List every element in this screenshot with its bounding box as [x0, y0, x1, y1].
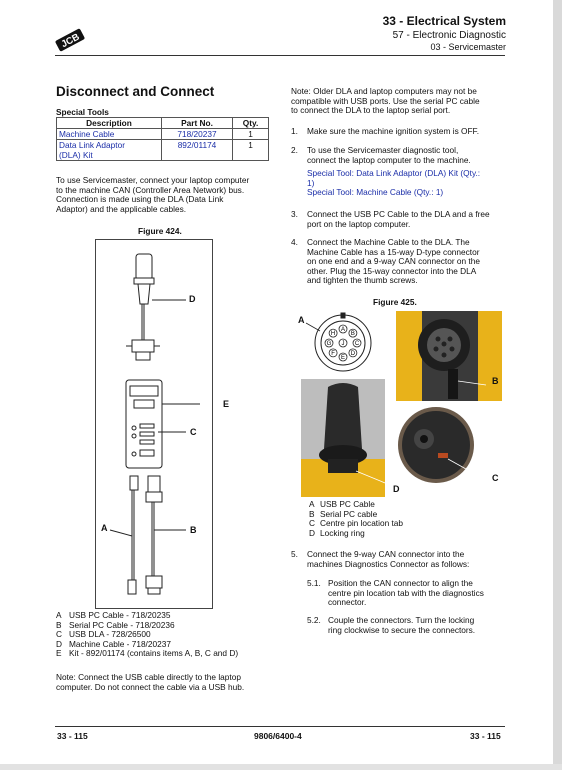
table-cell-description-line[interactable]: Data Link Adaptor [59, 140, 125, 150]
legend-key: B [56, 619, 62, 630]
legend-text: Serial PC cable [320, 508, 378, 519]
legend-key: B [309, 508, 315, 519]
table-header-part: Part No. [162, 118, 233, 129]
figure-425-label-b: B [492, 376, 499, 386]
can-connector-drawing [134, 254, 154, 340]
table-cell-part[interactable]: 718/20237 [162, 129, 233, 140]
step-text: Make sure the machine ignition system is OFF. [307, 126, 479, 136]
note-line: compatible with USB ports. Use the serial PC cable [291, 95, 480, 106]
header-rule [55, 55, 505, 56]
step-line: Couple the connectors. Turn the locking [328, 615, 475, 625]
usb-note [56, 673, 244, 692]
legend-text: Serial PC Cable - 718/20236 [69, 619, 175, 630]
page-edge-right [553, 0, 562, 770]
header-section: 33 - Electrical System [382, 14, 506, 28]
note-line: computer. Do not connect the cable via a USB hub. [56, 681, 245, 692]
legend-text: USB DLA - 728/26500 [69, 629, 151, 640]
legend-text: USB PC Cable - 718/20235 [69, 610, 171, 620]
legend-text: Locking ring [320, 527, 365, 538]
serial-note [291, 87, 507, 116]
special-tool-links [307, 169, 480, 198]
figure-425-label-a: A [298, 315, 305, 325]
intro-paragraph [56, 176, 270, 214]
step-line: Machine Cable has a 15-way D-type connector [307, 246, 480, 257]
figure-425-label-d: D [393, 484, 400, 494]
step-number: 2. [291, 145, 298, 155]
special-tool-link-dla[interactable]: Special Tool: Data Link Adaptor (DLA) Kit (Qty.: [307, 168, 481, 178]
table-header-qty: Qty. [233, 118, 269, 129]
table-cell-description-line[interactable]: (DLA) Kit [59, 150, 93, 160]
legend-key: D [56, 638, 62, 649]
note-line: to connect the DLA to the laptop serial port. [291, 105, 451, 116]
connector-pin-label: F [331, 350, 335, 357]
note-line: Note: Older DLA and laptop computers may not be [291, 86, 477, 96]
step-line: Connect the 9-way CAN connector into the [307, 549, 465, 559]
figure-425-illustration [298, 309, 504, 499]
table-row [57, 140, 269, 161]
note-line: Note: Connect the USB cable directly to the laptop [56, 672, 241, 682]
step-line: and tighten the thumb screws. [307, 275, 418, 286]
table-cell-description[interactable] [57, 140, 162, 161]
step-text [307, 238, 480, 286]
legend-text: Centre pin location tab [320, 518, 404, 529]
step-number: 5. [291, 549, 298, 559]
connector-pin-label: D [350, 350, 356, 357]
figure-424-label-c: C [190, 427, 197, 437]
step-line: To use the Servicemaster diagnostic tool, [307, 145, 459, 155]
serial-cable-drawing [146, 476, 162, 594]
step-line: other. Plug the 15-way connector into the DLA [307, 265, 477, 276]
connector-pin-label: B [350, 331, 355, 338]
intro-line: to the machine CAN (Controller Area Network) bus. [56, 184, 245, 195]
special-tools-table [56, 117, 269, 161]
footer-page-left: 33 - 115 [57, 731, 88, 741]
step-text [307, 210, 490, 229]
d-type-connector-drawing [126, 340, 160, 360]
photo-inset-locating-tab [398, 407, 484, 483]
header-subsubsection: 03 - Servicemaster [430, 42, 506, 52]
step-number: 4. [291, 237, 298, 247]
step-line: Connect the Machine Cable to the DLA. The [307, 237, 470, 247]
table-header-description: Description [57, 118, 162, 129]
figure-425-caption: Figure 425. [373, 297, 417, 307]
legend-key: C [309, 518, 315, 529]
figure-424-label-e: E [223, 399, 230, 409]
special-tools-label: Special Tools [56, 107, 109, 117]
dla-box-drawing [126, 380, 162, 468]
substep-number: 5.1. [307, 578, 321, 588]
step-text [307, 550, 469, 569]
connector-pins [325, 325, 361, 361]
figure-424-legend [56, 611, 238, 659]
step-line: Position the CAN connector to align the [328, 578, 473, 588]
substep-text [328, 579, 484, 608]
figure-424-caption: Figure 424. [138, 226, 182, 236]
leader-line-a [110, 530, 132, 536]
legend-text: Machine Cable - 718/20237 [69, 638, 171, 649]
table-header-row [57, 118, 269, 129]
footer-doc-number: 9806/6400-4 [254, 731, 302, 741]
figure-424-label-d: D [189, 294, 196, 304]
legend-item [56, 649, 238, 659]
legend-text: Kit - 892/01174 (contains items A, B, C and D) [69, 648, 239, 659]
connector-pin-label: A [340, 327, 346, 334]
leader-line-a [306, 323, 320, 331]
step-line: ring clockwise to secure the connectors. [328, 624, 476, 635]
step-number: 1. [291, 126, 298, 136]
step-line: machines Diagnostics Connector as follows: [307, 558, 470, 569]
connector-pin-label: J [341, 341, 345, 348]
legend-key: A [309, 499, 315, 509]
legend-text: USB PC Cable [320, 499, 375, 509]
step-line: connect the laptop computer to the machine. [307, 154, 471, 165]
footer-rule [55, 726, 505, 727]
photo-connector-plugged [396, 311, 502, 401]
connector-pin-label: E [340, 355, 346, 362]
step-number: 3. [291, 209, 298, 219]
figure-424-label-a: A [101, 523, 108, 533]
intro-line: Connection is made using the DLA (Data Link [56, 194, 224, 205]
substep-text [328, 616, 475, 635]
table-cell-qty: 1 [233, 140, 269, 161]
figure-425-legend [309, 500, 403, 538]
photo-can-connector [301, 379, 390, 497]
step-line: connector. [328, 597, 367, 608]
connector-pin-label: G [326, 341, 332, 348]
connector-pin-label: C [354, 341, 360, 348]
jcb-logo-text: JCB [59, 31, 82, 51]
step-line: centre pin location tab with the diagnostics [328, 587, 484, 598]
intro-line: Adaptor) and the applicable cables. [56, 203, 187, 214]
intro-line: To use Servicemaster, connect your laptop computer [56, 175, 250, 185]
step-line: Connect the USB PC Cable to the DLA and a free [307, 209, 490, 219]
connector-pin-label: H [330, 331, 336, 338]
header-subsection: 57 - Electronic Diagnostic [392, 30, 506, 41]
jcb-logo [55, 26, 85, 54]
step-line: on one end and a 9-way CAN connector on the [307, 256, 480, 267]
table-cell-part[interactable]: 892/01174 [162, 140, 233, 161]
footer-page-right: 33 - 115 [470, 731, 501, 741]
table-cell-description[interactable]: Machine Cable [57, 129, 162, 140]
table-cell-qty: 1 [233, 129, 269, 140]
figure-424-label-b: B [190, 525, 197, 535]
figure-425-label-c: C [492, 473, 499, 483]
legend-key: A [56, 610, 62, 620]
special-tool-link-dla-cont[interactable]: 1) [307, 177, 315, 188]
special-tool-link-machine-cable[interactable]: Special Tool: Machine Cable (Qty.: 1) [307, 187, 444, 198]
table-row [57, 129, 269, 140]
step-text [307, 146, 471, 165]
legend-key: C [56, 629, 62, 640]
step-line: port on the laptop computer. [307, 218, 411, 229]
legend-key: E [56, 648, 62, 659]
substep-number: 5.2. [307, 615, 321, 625]
legend-key: D [309, 527, 315, 538]
legend-item [309, 529, 403, 539]
page-edge-bottom [0, 764, 562, 770]
page-title: Disconnect and Connect [56, 84, 215, 99]
